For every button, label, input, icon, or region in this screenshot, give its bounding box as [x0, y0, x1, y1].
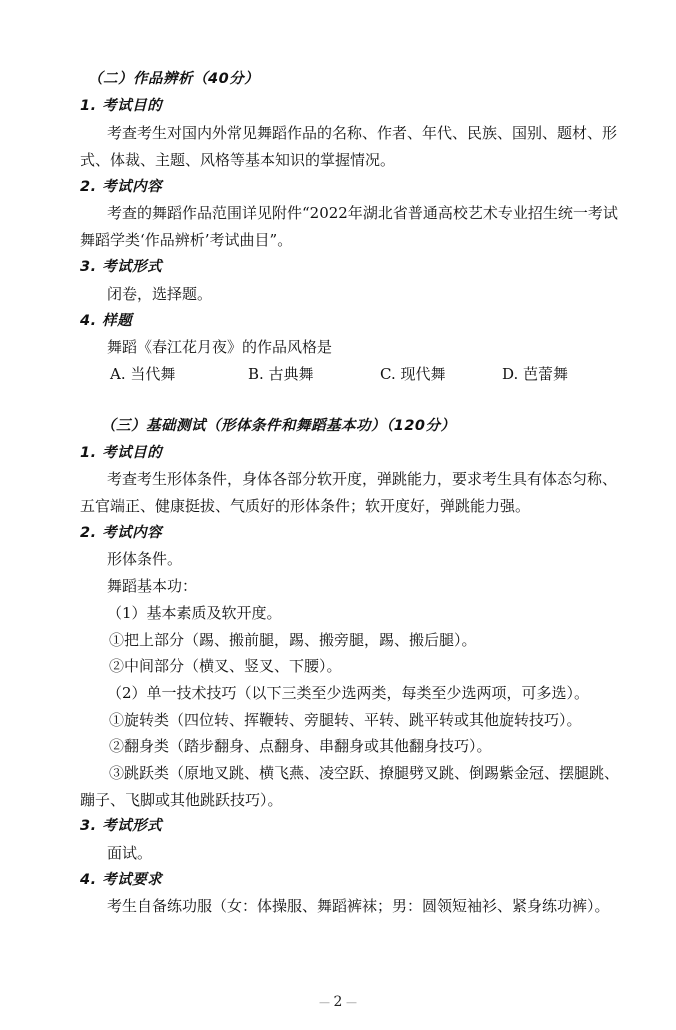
paragraph-line: 考查考生形体条件，身体各部分软开度，弹跳能力，要求考生具有体态匀称、 [107, 470, 618, 488]
subsection-heading: 4. 样题 [80, 313, 133, 329]
paragraph-line: 闭卷，选择题。 [107, 285, 213, 303]
paragraph-line: 考查的舞蹈作品范围详见附件“2022年湖北省普通高校艺术专业招生统一考试 [107, 204, 618, 222]
paragraph-line: 五官端正、健康挺拔、气质好的形体条件；软开度好，弹跳能力强。 [80, 497, 531, 515]
section-title: （三）基础测试（形体条件和舞蹈基本功）（120分） [101, 418, 456, 434]
paragraph-line: 舞蹈基本功： [107, 577, 198, 595]
subsection-heading: 4. 考试要求 [80, 872, 163, 888]
paragraph-line: ②翻身类（踏步翻身、点翻身、串翻身或其他翻身技巧）。 [109, 737, 492, 755]
paragraph-line: ②中间部分（横叉、竖叉、下腰）。 [109, 657, 342, 675]
sample-question: 舞蹈《春江花月夜》的作品风格是 [107, 338, 333, 356]
subsection-heading: 2. 考试内容 [80, 525, 163, 541]
paragraph-line: ①把上部分（踢、搬前腿，踢、搬旁腿，踢、搬后腿）。 [109, 631, 477, 649]
dash-left: — [319, 996, 334, 1009]
page-number-footer [0, 994, 676, 1010]
subsection-heading: 3. 考试形式 [80, 259, 163, 275]
subsection-heading: 1. 考试目的 [80, 445, 163, 461]
page-number: 2 [333, 994, 343, 1010]
section-title: （二）作品辨析（40分） [88, 71, 260, 87]
paragraph-line: ①旋转类（四位转、挥鞭转、旁腿转、平转、跳平转或其他旋转技巧）。 [109, 711, 582, 729]
paragraph-line: 面试。 [107, 844, 153, 862]
paragraph-line: 考生自备练功服（女：体操服、舞蹈裤袜；男：圆领短袖衫、紧身练功裤）。 [107, 897, 610, 915]
answer-options [0, 364, 676, 384]
paragraph-line: （1）基本素质及软开度。 [107, 604, 282, 622]
paragraph-line: 形体条件。 [107, 550, 183, 568]
paragraph-line: （2）单一技术技巧（以下三类至少选两类，每类至少选两项，可多选）。 [107, 684, 590, 702]
paragraph-line: ③跳跃类（原地叉跳、横飞燕、凌空跃、撩腿劈叉跳、倒踢紫金冠、摆腿跳、 [109, 764, 620, 782]
paragraph-line: 式、体裁、主题、风格等基本知识的掌握情况。 [80, 151, 396, 169]
paragraph-line: 考查考生对国内外常见舞蹈作品的名称、作者、年代、民族、国别、题材、形 [107, 124, 618, 142]
paragraph-line: 蹦子、飞脚或其他跳跃技巧）。 [80, 791, 283, 809]
subsection-heading: 1. 考试目的 [80, 98, 163, 114]
option-a: A. 当代舞 [110, 365, 176, 383]
subsection-heading: 2. 考试内容 [80, 179, 163, 195]
dash-right: — [342, 996, 357, 1009]
option-b: B. 古典舞 [248, 365, 314, 383]
paragraph-line: 舞蹈学类‘作品辨析’考试曲目”。 [80, 231, 293, 249]
option-d: D. 芭蕾舞 [502, 365, 569, 383]
option-c: C. 现代舞 [380, 365, 446, 383]
subsection-heading: 3. 考试形式 [80, 818, 163, 834]
